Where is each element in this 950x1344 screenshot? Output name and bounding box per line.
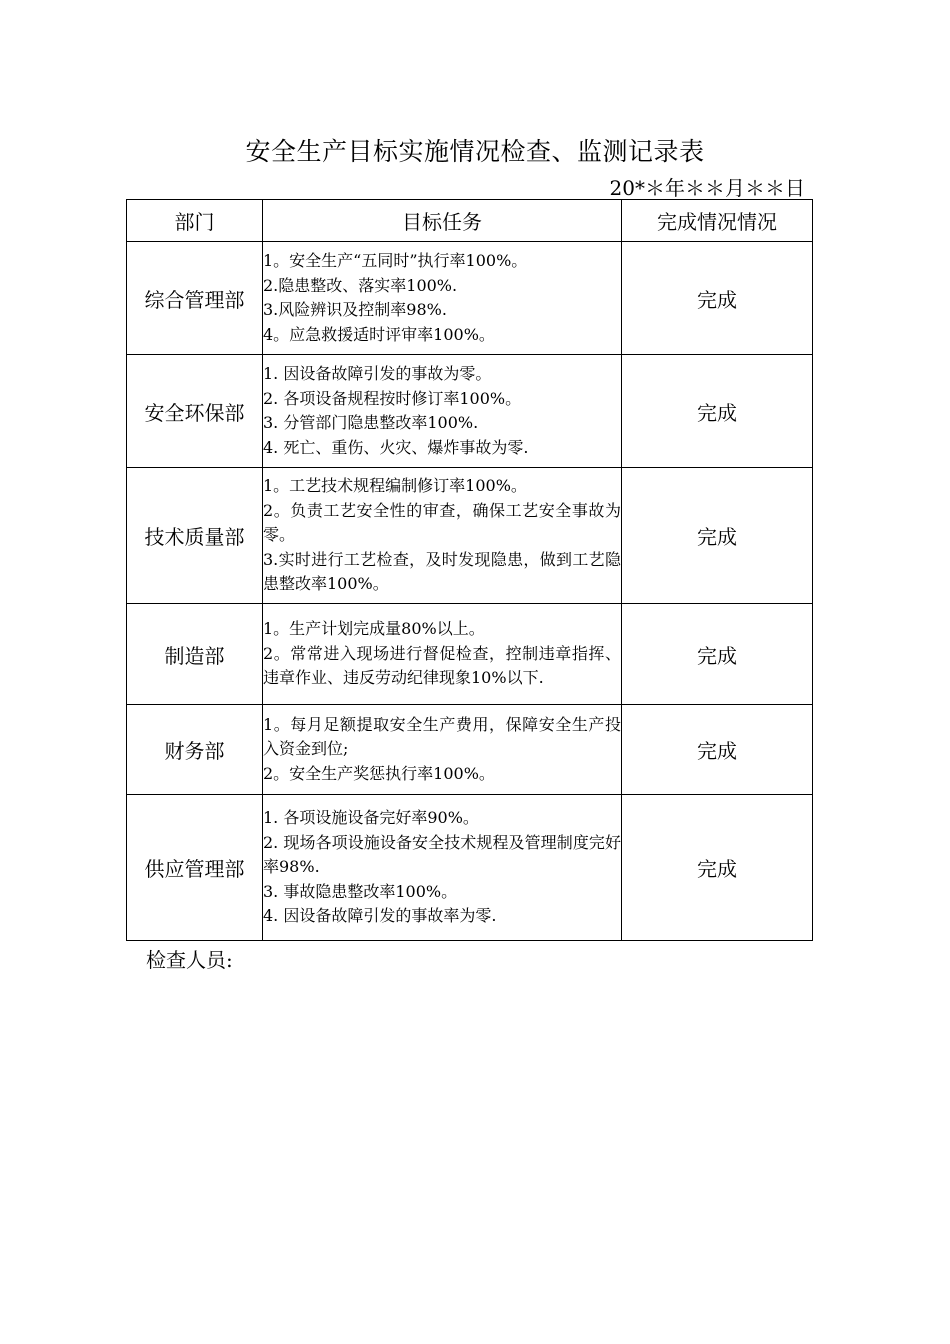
target-item: 2. 现场各项设施设备安全技术规程及管理制度完好率98%. (263, 832, 621, 877)
department-cell: 技术质量部 (127, 468, 263, 604)
table-row (127, 604, 813, 705)
department-cell: 供应管理部 (127, 795, 263, 941)
status-cell: 完成 (622, 355, 813, 468)
target-item: 4. 死亡、重伤、火灾、爆炸事故为零. (263, 437, 529, 457)
table-row (127, 795, 813, 941)
department-cell: 制造部 (127, 604, 263, 705)
target-item: 1. 因设备故障引发的事故为零。 (263, 364, 492, 383)
target-item: 1。生产计划完成量80%以上。 (263, 619, 485, 639)
target-item: 3. 事故隐患整改率100%。 (263, 881, 458, 901)
targets-cell (263, 355, 622, 468)
status-cell: 完成 (622, 795, 813, 941)
target-item: 3.风险辨识及控制率98%. (263, 300, 447, 319)
status-cell: 完成 (622, 705, 813, 795)
target-item: 2.隐患整改、落实率100%. (263, 275, 458, 295)
targets-cell (263, 604, 622, 705)
inspection-record-table (126, 199, 813, 941)
header-department: 部门 (127, 200, 263, 242)
target-item: 1。每月足额提取安全生产费用，保障安全生产投入资金到位; (263, 714, 621, 759)
department-cell: 综合管理部 (127, 242, 263, 355)
targets-cell (263, 705, 622, 795)
header-status: 完成情况情况 (622, 200, 813, 242)
targets-cell (263, 468, 622, 604)
status-cell: 完成 (622, 242, 813, 355)
table-row (127, 468, 813, 604)
header-targets: 目标任务 (263, 200, 622, 242)
targets-cell (263, 795, 622, 941)
target-item: 2。负责工艺安全性的审查，确保工艺安全事故为零。 (263, 500, 621, 545)
table-row (127, 242, 813, 355)
status-cell: 完成 (622, 604, 813, 705)
target-item: 4. 因设备故障引发的事故率为零. (263, 906, 497, 926)
table-row (127, 355, 813, 468)
record-date: 20*＊年＊＊月＊＊日 (609, 176, 805, 200)
target-item: 1。安全生产“五同时”执行率100%。 (263, 251, 528, 270)
status-cell: 完成 (622, 468, 813, 604)
target-item: 1. 各项设施设备完好率90%。 (263, 808, 479, 828)
target-item: 3.实时进行工艺检查，及时发现隐患，做到工艺隐患整改率100%。 (263, 549, 621, 594)
document-title: 安全生产目标实施情况检查、监测记录表 (245, 137, 705, 166)
table-row (127, 705, 813, 795)
target-item: 4。应急救援适时评审率100%。 (263, 324, 495, 344)
target-item: 2. 各项设备规程按时修订率100%。 (263, 388, 522, 408)
table-header-row (127, 200, 813, 242)
targets-cell (263, 242, 622, 355)
target-item: 2。常常进入现场进行督促检查，控制违章指挥、违章作业、违反劳动纪律现象10%以下. (263, 643, 621, 688)
department-cell: 安全环保部 (127, 355, 263, 468)
target-item: 1。工艺技术规程编制修订率100%。 (263, 476, 527, 496)
inspector-label: 检查人员: (146, 948, 233, 972)
target-item: 2。安全生产奖惩执行率100%。 (263, 763, 495, 783)
department-cell: 财务部 (127, 705, 263, 795)
target-item: 3. 分管部门隐患整改率100%. (263, 413, 479, 432)
